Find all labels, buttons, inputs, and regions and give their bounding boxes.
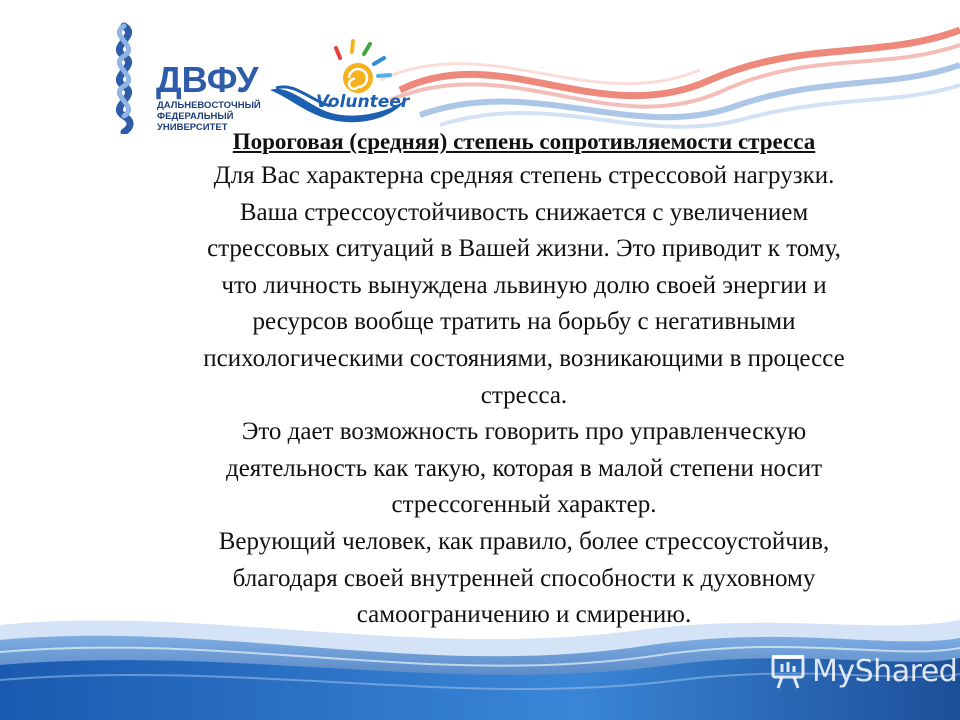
text-line: стресса. <box>480 381 568 409</box>
presentation-board-icon <box>770 652 806 692</box>
university-logo <box>100 22 260 134</box>
top-wave-decoration <box>380 20 960 130</box>
text-line: Верующий человек, как правило, более стрессоустойчив, <box>218 527 830 555</box>
text-line: что личность вынуждена львиную долю своей энергии и <box>221 271 827 299</box>
text-line: благодаря своей внутренней способности к духовному <box>232 564 816 592</box>
university-name-line-1: ДАЛЬНЕВОСТОЧНЫЙ <box>157 100 261 111</box>
paragraph-2 <box>104 414 944 524</box>
slide-heading: Пороговая (средняя) степень сопротивляемости стресса <box>232 129 816 154</box>
paragraph-1 <box>104 158 944 414</box>
myshared-watermark <box>768 650 958 694</box>
text-line: Это дает возможность говорить про управленческую <box>241 418 807 446</box>
helix-emblem-icon <box>100 22 148 134</box>
text-line: стрессовых ситуаций в Вашей жизни. Это приводит к тому, <box>207 235 841 263</box>
text-line: ресурсов вообще тратить на борьбу с негативными <box>252 308 796 336</box>
university-name-line-3: УНИВЕРСИТЕТ <box>157 122 228 133</box>
text-line: стрессогенный характер. <box>391 491 657 519</box>
university-name-line-2: ФЕДЕРАЛЬНЫЙ <box>157 111 234 122</box>
slide-content <box>104 126 944 634</box>
text-line: деятельность как такую, которая в малой степени носит <box>225 454 823 482</box>
watermark-text: MyShared <box>812 654 958 689</box>
paragraph-3 <box>104 524 944 634</box>
text-line: Ваша стрессоустойчивость снижается с увеличением <box>239 198 809 226</box>
university-abbr: ДВФУ <box>156 59 259 100</box>
text-line: Для Вас характерна средняя степень стрессовой нагрузки. <box>213 162 835 189</box>
text-line: самоограничению и смирению. <box>356 601 692 629</box>
volunteer-text: Volunteer <box>316 92 410 112</box>
text-line: психологическими состояниями, возникающими в процессе <box>203 344 845 372</box>
